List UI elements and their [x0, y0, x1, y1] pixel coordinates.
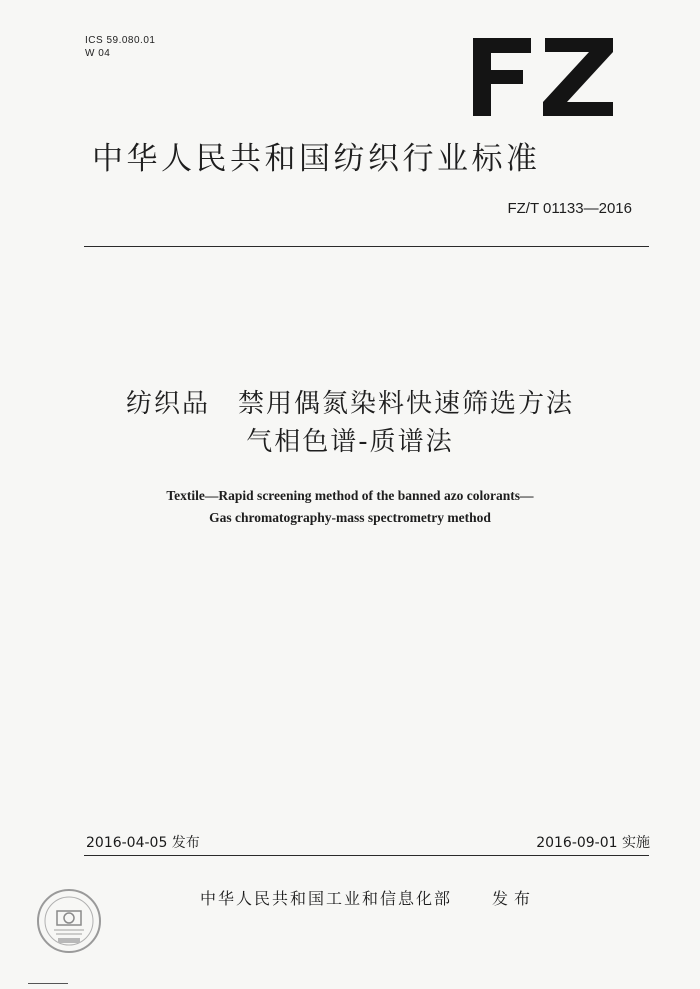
page-edge-mark	[28, 983, 68, 984]
title-cn-line1: 纺织品 禁用偶氮染料快速筛选方法	[125, 389, 574, 419]
fz-logo	[473, 38, 613, 116]
header-divider	[84, 246, 649, 247]
title-cn-line2: 气相色谱-质谱法	[246, 427, 454, 457]
issue-date: 2016-04-05 发布	[86, 835, 200, 851]
footer-divider	[84, 855, 649, 856]
title-en-line2: Gas chromatography-mass spectrometry method	[209, 510, 491, 525]
certification-seal	[36, 888, 102, 954]
standard-number: FZ/T 01133—2016	[507, 200, 632, 217]
title-en-line1: Textile—Rapid screening method of the banned azo colorants—	[166, 488, 534, 503]
category-code: W 04	[85, 48, 111, 59]
implementation-date: 2016-09-01 实施	[536, 835, 650, 851]
issue-action: 发布	[492, 889, 537, 908]
issuing-authority: 中华人民共和国工业和信息化部	[200, 889, 453, 908]
classification-codes	[85, 34, 155, 60]
ics-code: ICS 59.080.01	[85, 35, 156, 46]
organization-title: 中华人民共和国纺织行业标准	[92, 141, 541, 177]
